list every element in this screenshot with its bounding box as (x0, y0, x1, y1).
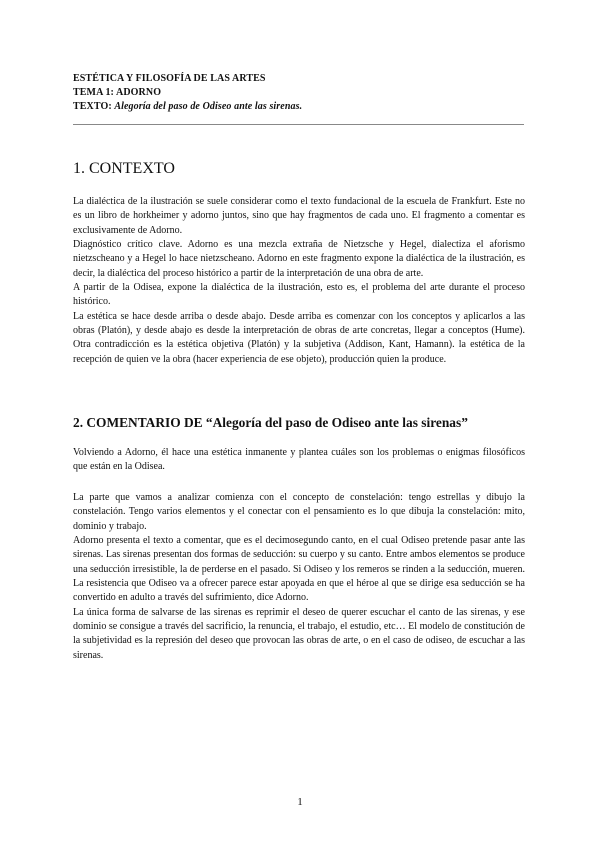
paragraph: La parte que vamos a analizar comienza con el concepto de constelación: tengo estrellas y dibujo la constelación. Tengo varios elementos y el conectar con el pensamiento es lo que dibuja la constelación: mito, dominio y trabajo. (73, 492, 525, 532)
section-body-context (73, 195, 525, 367)
commentary-intro (73, 446, 525, 475)
topic-title: TEMA 1: ADORNO (73, 87, 162, 98)
text-title-line (73, 100, 302, 113)
text-label: TEXTO: (73, 101, 115, 112)
paragraph: A partir de la Odisea, expone la dialéctica de la ilustración, esto es, el problema del arte durante el proceso histórico. (73, 282, 525, 308)
page-number: 1 (297, 796, 303, 808)
paragraph: La dialéctica de la ilustración se suele considerar como el texto fundacional de la escuela de Frankfurt. Este no es un libro de horkheimer y adorno juntos, sino que hay fragmentos de cada uno. El fragmento a comentar es exclusivamente de Adorno. (73, 196, 525, 236)
paragraph: La estética se hace desde arriba o desde abajo. Desde arriba es comenzar con los conceptos y aplicarlos a las obras (Platón), y desde abajo es desde la interpretación de obras de arte concretas, llegar a conceptos (Hume). Otra contradicción es la estética objetiva (Platón) y la subjetiva (Addison, Kant, Hamann). la estética de la recepción de quien ve la obra (hacer experiencia de ese objeto), producción quien la produce. (73, 310, 525, 365)
section-heading-context: 1. CONTEXTO (73, 160, 175, 177)
paragraph: Volviendo a Adorno, él hace una estética inmanente y plantea cuáles son los problemas o enigmas filosóficos que están en la Odisea. (73, 447, 525, 473)
course-title: ESTÉTICA Y FILOSOFÍA DE LAS ARTES (73, 73, 266, 84)
paragraph: Diagnóstico crítico clave. Adorno es una mezcla extraña de Nietzsche y Hegel, dialectiza el aforismo nietzscheano y a Hegel lo hace nietzscheano. Adorno en este fragmento expone la dialéctica de la ilustración, es decir, la dialéctica del proceso histórico a partir de la interpretación de una obra de arte. (73, 239, 525, 279)
text-title: Alegoría del paso de Odiseo ante las sirenas. (114, 101, 303, 112)
section-heading-commentary: 2. COMENTARIO DE “Alegoría del paso de Odiseo ante las sirenas” (73, 415, 468, 430)
section-body-commentary (73, 491, 525, 663)
paragraph: Adorno presenta el texto a comentar, que es el decimosegundo canto, en el cual Odiseo pretende pasar ante las sirenas. Las sirenas presentan dos formas de seducción: su cuerpo y su canto. Entre ambos elementos se produce una seducción irresistible, la de perderse en el pasado. Si Odiseo y los remeros se rinden a la seducción, mueren. La resistencia que Odiseo va a ofrecer parece estar apoyada en que el héroe al que se dirige esa seducción se ha convertido en adulto a través del sufrimiento, dice Adorno. (73, 535, 525, 604)
paragraph: La única forma de salvarse de las sirenas es reprimir el deseo de querer escuchar el canto de las sirenas, y ese dominio se consigue a través del sacrificio, la renuncia, el trabajo, el estudio, etc… El modelo de constitución de la subjetividad es la represión del deseo que provocan las obras de arte, o en el caso de odiseo, de escuchar a las sirenas. (73, 606, 525, 661)
header-divider (73, 124, 524, 125)
